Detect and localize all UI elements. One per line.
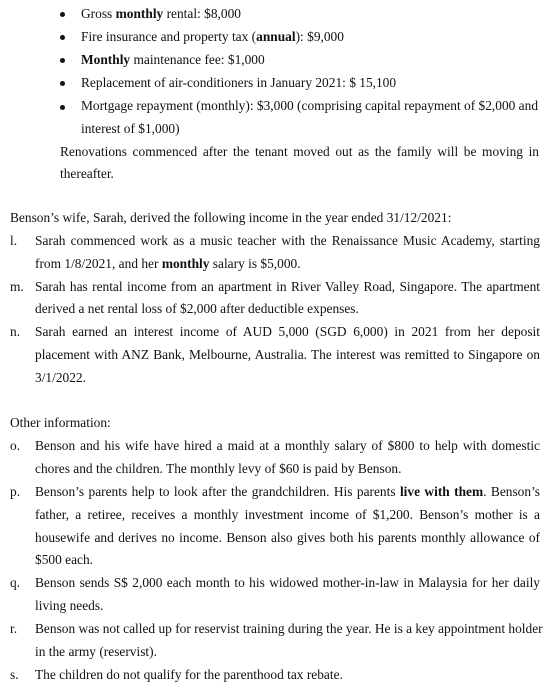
item-l-line-1: Sarah commenced work as a music teacher with the Renaissance Music Academy, starting (35, 233, 540, 248)
renovation-line-1: Renovations commenced after the tenant moved out as the family will be moving in (60, 144, 539, 159)
item-n-line-1: Sarah earned an interest income of AUD 5,000 (SGD 6,000) in 2021 from her deposit (35, 324, 540, 339)
other-information-heading: Other information: (10, 415, 111, 430)
item-o-label: o. (10, 438, 21, 453)
bullet-dot-3 (60, 58, 65, 63)
bullet-item-4: Replacement of air-conditioners in January 2021: $ 15,100 (81, 75, 397, 90)
sarah-intro: Benson’s wife, Sarah, derived the following income in the year ended 31/12/2021: (10, 210, 452, 225)
item-m-line-2: derived a net rental loss of $2,000 after deductible expenses. (35, 301, 359, 316)
item-r-line-1: Benson was not called up for reservist training during the year. He is a key appointment holder (35, 621, 543, 636)
item-p-label: p. (10, 484, 21, 499)
item-q-line-2: living needs. (35, 598, 104, 613)
item-m-label: m. (10, 279, 24, 294)
bullet-item-3: Monthly maintenance fee: $1,000 (81, 52, 265, 67)
item-o-line-1: Benson and his wife have hired a maid at a monthly salary of $800 to help with domestic (35, 438, 540, 453)
bullet-item-2: Fire insurance and property tax (annual): $9,000 (81, 29, 344, 44)
item-p-line-4: $500 each. (35, 552, 94, 567)
bullet-dot-5 (60, 105, 65, 110)
renovation-line-2: thereafter. (60, 166, 114, 181)
item-s-line-1: The children do not qualify for the parenthood tax rebate. (35, 667, 343, 682)
item-r-label: r. (10, 621, 18, 636)
item-n-line-3: 3/1/2022. (35, 370, 86, 385)
item-q-label: q. (10, 575, 21, 590)
bullet-item-5: Mortgage repayment (monthly): $3,000 (comprising capital repayment of $2,000 and (81, 98, 539, 113)
item-p-line-3: housewife and derives no income. Benson also gives both his parents monthly allowance of (35, 530, 540, 545)
item-m-line-1: Sarah has rental income from an apartment in River Valley Road, Singapore. The apartment (35, 279, 540, 294)
item-n-line-2: placement with ANZ Bank, Melbourne, Australia. The interest was remitted to Singapore on (35, 347, 540, 362)
item-p-line-2: father, a retiree, receives a monthly investment income of $1,200. Benson’s mother is a (35, 507, 540, 522)
item-o-line-2: chores and the children. The monthly levy of $60 is paid by Benson. (35, 461, 402, 476)
item-n-label: n. (10, 324, 21, 339)
item-s-label: s. (10, 667, 19, 682)
bullet-dot-1 (60, 12, 65, 17)
bullet-item-1: Gross monthly rental: $8,000 (81, 6, 241, 21)
bullet-dot-4 (60, 81, 65, 86)
item-l-line-2: from 1/8/2021, and her monthly salary is $5,000. (35, 256, 301, 271)
item-p-line-1: Benson’s parents help to look after the grandchildren. His parents live with them. Benson’s (35, 484, 540, 499)
bullet-dot-2 (60, 35, 65, 40)
item-l-label: l. (10, 233, 18, 248)
bullet-item-5-continued: interest of $1,000) (81, 121, 180, 136)
item-q-line-1: Benson sends S$ 2,000 each month to his widowed mother-in-law in Malaysia for her daily (35, 575, 540, 590)
item-r-line-2: in the army (reservist). (35, 644, 157, 659)
